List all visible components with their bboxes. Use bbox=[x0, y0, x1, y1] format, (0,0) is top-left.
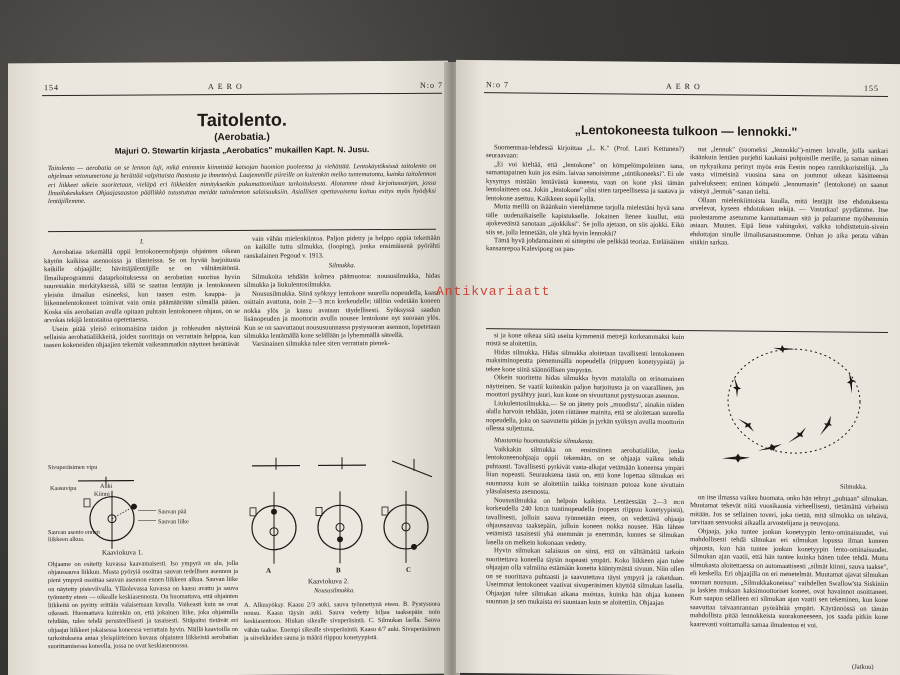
right-issue: N:o 7 bbox=[486, 80, 509, 90]
loop-airplane-icon bbox=[702, 332, 882, 484]
section-heading-silmukka: Silmukka. bbox=[328, 262, 356, 270]
article-lede: Taitolento — aerobatia on se lennon laji, mikä enimmin kiinnittää katsojan huomion puoleensa ja viehättää. Lentokäytöksissä taitolento on ohjelman vetonumerona ja herättää valpittaista ihastusta ja ihmettelyä. Laajemmille piireille on kuitenkin melko tuntematonta, kuinka taitolennon eri liikkeet oikein suoritetaan, vieläpä eri liikkeiden nimityksetkin pukumattomilaan tarkoituksesta. Alotamme tässä kirjoitussarjan, jossa Ilmailukeskuksen Ohjaajasaaston päällikkö tutustuttaa meidät taitolennon salaisuuksiin. Asiallisen opettavaisena koituu esitys myös hyödyksi lentäjillemme. bbox=[48, 162, 436, 206]
article-title: Taitolento. bbox=[197, 109, 287, 131]
loop-figure-caption: Silmukka. bbox=[840, 483, 867, 491]
paragraph: nut „lennuk" (suomeksi „lennokki")-nimen laivalle, jolla sankari ikäänkuin lentäen purjehti kaukaisi pohjoisille merille, ja saman nimen on nykyaikana perinyt myös eräs Eestin nopea rannikkoristeilijä. „Ja vasta viimeisinä vuosina sana on joutunut oikean käsitteensä palvelukseen: entinen kömpelö „lennumasin" (lentokone) on saanut väistyä „lennuk"-sanan tieltä. bbox=[690, 146, 888, 197]
paragraph: Mutta meillä on ikäänkuin viereltämme tarjolla mielestäni hyvä sana tälle uudenaikaiselle kapistukselle. Jokainen lienee kuullut, että ajokeveäistä sanotaan „ajokkiksi". Se jolla ajetaan, on siis ajokki. Eikö siis se, jolla lennetään, ole yhtä hyvin lennokki? bbox=[486, 203, 684, 237]
paragraph: Vaikkakin silmukka on ensimäinen aerobatialiike, jonka lentokoneenohjaaja oppii tekemään, on se ohjaaja vaikea tehdä puhtaasti. Tavallisesti pyrkivät vasta-alkajat vetämään koneensa ympäri liian nopeasti. Seurauksena tästä on, että kone lopettaa silmukan eri suunnassa kuin se aloitettiin taikka toisinaan putoaa kone sivuttain yläsalaisesta asennosta. bbox=[486, 446, 684, 496]
fig1-caption: Kaaviokuva 1. bbox=[102, 548, 143, 557]
paragraph: Ollaan mielenkiintoista kuulla, mitä lentäjät itse ehdotuksesta arvelevat, kyseen ehdotuksen tekijä. — Vastatkaa! pyydämme. Itse puolestamme asetumme kannattamaan sitä ja palaamme myöhemmin asiaan. Muuten. Eipä liene vahingoksi, vaikka tohdisttetuin-sivein ehdottajan sinulle ilmailusanastoomme. Onhan jo aika perata vähän sitäkin sarkaa. bbox=[690, 196, 888, 247]
right-head-rule bbox=[484, 92, 888, 97]
article-headline: „Lentokoneesta tulkoon — lennokki." bbox=[574, 122, 798, 140]
right-running-head: AERO bbox=[666, 81, 704, 92]
paragraph: si ja kone oikeaa siitä useita kymmeniä metrejä korkeammaksi kuin mistä se aloitettiin. bbox=[486, 332, 684, 349]
right-column-4 bbox=[690, 494, 888, 674]
paragraph: Varsinainen silmukka tulee siten verrattain pienek- bbox=[252, 340, 390, 349]
right-column-2 bbox=[690, 146, 888, 298]
article-subtitle: (Aerobatia.) bbox=[214, 131, 270, 144]
paragraph: Tämä hyvä johdannainen ei sittepitsi ole pelkkää teoriaa. Eteläisäiten kansanrepoa Kalevipoeg on pan- bbox=[486, 237, 684, 254]
paragraph: vain vähän mielenkiintoa. Paljon pidetty ja helppo oppia tekemään on kaikille tuttu silmukka, (looping), jonka ensimäisenä pyörähti ranskalainen Pegoud v. 1913. bbox=[244, 234, 440, 260]
fig1-label-closed: Kiinni bbox=[94, 490, 110, 498]
left-issue: N:o 7 bbox=[420, 80, 443, 90]
paragraph: Hyvin silmukan salaisuus on siinä, että on välttämättä tarkoin suoritettava koneella täysin nopeasti ympäri. Koko liikkeen ajan tulee ohjaajan olla valmiina estämään konetta kääntymästä sivuun. Niin ollen on se suorittava puhtaasti ja saavutettava täysi ympyrä ja raketdaan. Useimmat lentokoneet vaativat sivuperäsimen käyttöä silmukan lasella. Ohjaajan tulee silmukan aikana muistaa, kuinka hän ohjaa koneen suunnan ja sen mukaista eri suuntaan kuin se aloitettiin. Ohjaajan bbox=[486, 547, 684, 607]
fig1-label-stick-end: Sauvan pää bbox=[158, 508, 187, 516]
fig2-caption: Kaaviokuva 2. bbox=[308, 577, 349, 586]
paragraph: Suomenmaa-lehdessä kirjoittaa „L. K." (Prof. Lauri Kettunen?) seuraavaan: bbox=[486, 144, 684, 160]
left-head-rule bbox=[42, 93, 442, 96]
section-heading-i: I. bbox=[140, 238, 144, 246]
paragraph: Liukulentosilmukka.— Se on jätetty pois „muodista", ainakin niiden alalla harvoin tehdään, joten riittänee mainita, että se aloitetaan suurella nopeudella, joka on saavutettu pitkän ja jyrkän syöksyn avulla moottorin ollessa suljettuna. bbox=[486, 399, 684, 433]
right-column-3 bbox=[486, 332, 684, 672]
article-byline: Majuri O. Stewartin kirjasta „Aerobatics" mukaillen Kapt. N. Jusu. bbox=[114, 145, 370, 156]
paragraph: Usein pitää yleisö erinomaisina taidon ja rohkeuden näytteinä sellaisia aerobatialiikkeitä, joiden suorittaja on verrattain helppoa, kun taasen kokeneiden ohjaajien tekemät vaikeammatkin näytteet herättävät bbox=[44, 324, 240, 350]
paragraph: Oikein suoritettu hidas silmukka hyvin matalalla on erinomainen näytteinen. Se vaatii kuitenkin paljon harjoitusta ja on vaarallinen, jos moottori pysähtyy juuri, kun kone on sivuuttanut pystysuoran asennon. bbox=[486, 374, 684, 401]
subheading-remarks: Muutamia huomautuksia silmukasta. bbox=[494, 437, 595, 446]
left-page-number: 154 bbox=[44, 83, 59, 93]
paragraph: on itse ilmassa vaikea huomata, onko hän tehnyt „puhtaan" silmukan. Muutamat tekevät niitä vuosikausia virheellisesti, tietämättä virheistä mitään. Jos se sellainen toveri, joka tietää, mitä silmukka on tehtävä, tarvitaan senvuoksi aikaalla arvostelijana ja neuvojana. bbox=[690, 494, 888, 528]
paragraph: Noususilmukka. Siinä syöksyy lentokone suurella nopeudella, kaasu osittain avattuna, noin 2—3 m:n korkeudelle; tällöin vedetään koneen nokka ylös ja kaasu avataan täydellisesti. Syöksyssä saadun lisänopeuden ja moottorin avulla nousee lentokone nyt suoraan ylös. Kun se on saavuttanut noususuunnassa pystysuoran asennon, lopetetaan silmukka lentämällä kone selällään ja lyhemmällä säteellä. bbox=[244, 289, 440, 340]
left-column-2 bbox=[244, 235, 440, 456]
fig1-label-throttle: Kaasuvipu bbox=[50, 484, 77, 493]
paragraph: „Ei voi kieltää, että „lentokone" on kömpelömpoleinen sana, samantapainen kuin jos esim. laivaa sanoisimme „uintikoneeksi". Ei ole kysymys mistään lentävästä koneesta, vaan on kone yksi tämän lentolaitteen osa. Jokin „lentokone" olisi siten tarpeellisessa ja saatava ja lentokone asettuu. Kaikkeen sopii kyllä. bbox=[486, 161, 684, 203]
fig2-explanation: A. Alkusyöksy. Kaasu 2/3 auki, sauva työnnettynä eteen. B. Pystysuora nousu. Kaasu täysin auki. Sauva vedetty hiljaa taaksepäin noin keskiasentoon. Hiukan sikealle sivuperäsintä. C. Silmukan laella. Sauva vähän taakse. Enempi sikealle sivuperäsintä. Kaasu 4/7 auki. Sivuperäsimen ja siivekkeiden sauna ja määrä riippuu konetyypistä. bbox=[244, 600, 440, 642]
fig1-label-stick-move: Sauvan liike bbox=[158, 518, 189, 526]
left-running-head: AERO bbox=[208, 81, 246, 92]
continued-label: (Jatkuu) bbox=[852, 663, 874, 671]
right-page-number: 155 bbox=[864, 83, 879, 93]
fig2-letter-a: A bbox=[266, 566, 272, 575]
fig1-label-start: Sauvan asento ennen liikkeen alkua. bbox=[48, 528, 100, 544]
fig1-label-open: Auki bbox=[100, 482, 113, 490]
right-page bbox=[456, 60, 900, 675]
fig2-subcaption: Noususilmukka. bbox=[314, 587, 355, 595]
left-column-1 bbox=[44, 236, 240, 437]
paragraph: Noususilmukka on helpoin kaikista. Lentäessään 2—3 m:n korkeudella 240 km:n tuntinopeudella (nopeus riippuu konetyypistä), tavallisesti, jolloin sauva työnnetään eteen, on vedettävä ohjaaja ohjaussauvaa taaksepäin, jolloin koneen nokka nousee. Hän lähtee vetämistä tasaisesti yhä enemmän ja enemmän, kunnes se silmukan lasella on melkein kokonaan vedetty. bbox=[486, 496, 684, 547]
open-magazine bbox=[8, 62, 900, 675]
fig2-letter-b: B bbox=[336, 566, 341, 575]
left-page bbox=[8, 61, 448, 675]
fig2-letter-c: C bbox=[406, 565, 412, 574]
paragraph: Silmukoita tehdään kolmea päämuotoa: noususilmukka, hidas silmukka ja liukulentosilmukka. bbox=[244, 272, 440, 290]
loop-control-diagram-icon bbox=[242, 455, 442, 566]
fig1-explanation: Ohjaame on esitetty kuvassa kaavamaisesti. Iso ympyrä on alu, jolla ohjaussauva liikkuu. Musta pyöryiä osoittaa sauvan tedellisen asennon ja pieni ympyrä osoittaa sauvan asennon ennen liikkeen alkua. Sauvan liike on näytetty pisteviivalla. Ylläolevassa kuvassa on kaasu avattu ja sauva työnnetty eteen — oikealle keskiasennosta. On huomattava, että ohjainten liikkeitä on pyritty erittäin valaisemaan kuvalla. Vaikeasti kuin ne ovat oikeasti. Huomattava kuitenkin on, että jokainen liike, joka ohjaimilla tehdään, tulee tehdä perusteellisesti ja tasaisesti. Sitäpaitsi tietävät eri ohjaajat liikkeet jokaisessa koneessa verrattain hyvin. Näillä kaavioilla on tarkoituksena antaa yleispiirteinen kuvaus ohjainten liikkeistä aerobatian suorittamisessa koneella, jossa ne ovat keskiasennossa. bbox=[48, 559, 238, 651]
paragraph: Aerobatiaa tekemällä oppii lentokoneenohjaaja ohjainten oikean käytön kaikissa asennoissa ja tilanteissa. Se on hyvää harjoitusta kaikille ohjaajille; hävittäjälentäjille se on välttämätöntä. Ilmailuprogrammi dataprkoituksessa on aerobatian suoritus hyvin suurestakin merkityksessä, sillä se saattaa lentäjän ja lentokoneen yleisön ilmailun esineeksi, kun taasen esim. kauppa- ja liikennelentokoneet toimivat vain omia päämääriään silmällä pitäen. Koska siis aerobatian avulla opitaan puhtain lentokoneen ohjaus, on se arvokas tekijä lentotaitoa opetettaessa. bbox=[44, 248, 240, 325]
lede-rule bbox=[48, 229, 436, 232]
fig1-label-rudder: Sivuperäsimen vipu bbox=[48, 463, 98, 472]
watermark-text: Antikvariaatt bbox=[436, 284, 551, 299]
paragraph: Ohjaaja, joka tuntee jonkun konetyypin lento-ominaisuudet, voi mahdollisesti tehdä silmukan eri silmukan lopussa ilman koneen ohjausta, kun hän tuntee jonkun konetyypin lento-ominaisuudet. Silmukan ajan vaatii, että hän tuntee kuinka hänen tulee tehdä. Mutta silmukasta aloitettaessa on automaattisesti „silmät kiinni, sauva taakse", eli keskella. Eri ohjaajilla on eri menetelmät. Muutamat ajavat silmukan suoraan nousuun. „Silmukkakoneissa" vaihdellen Swallow'sta Siskiniin ja laskien mukaan kaksimoottoriset koneet, ovat havainnot osoittaneet. Kun saapuu selälleen eri silmukan ajan vaatii sen tekeminen, kun kone saavuttaa taivaanrannan pyörähtää ympäri. Käytännössä on tämän mahdollista pitää lennokkeista suorakoneeseen, jos saada pitkin kone kaarevasti voittamalla samaa ilmalentoa ei voi. bbox=[690, 527, 888, 630]
paragraph: Hidas silmukka. Hidas silmukka aloitetaan tavallisesti lentokoneen maksiminopeutta pienemmällä nopeudella (riippuen konetyypistä) ja tekee kone siinä säännöllisen ympyrän. bbox=[486, 349, 684, 374]
